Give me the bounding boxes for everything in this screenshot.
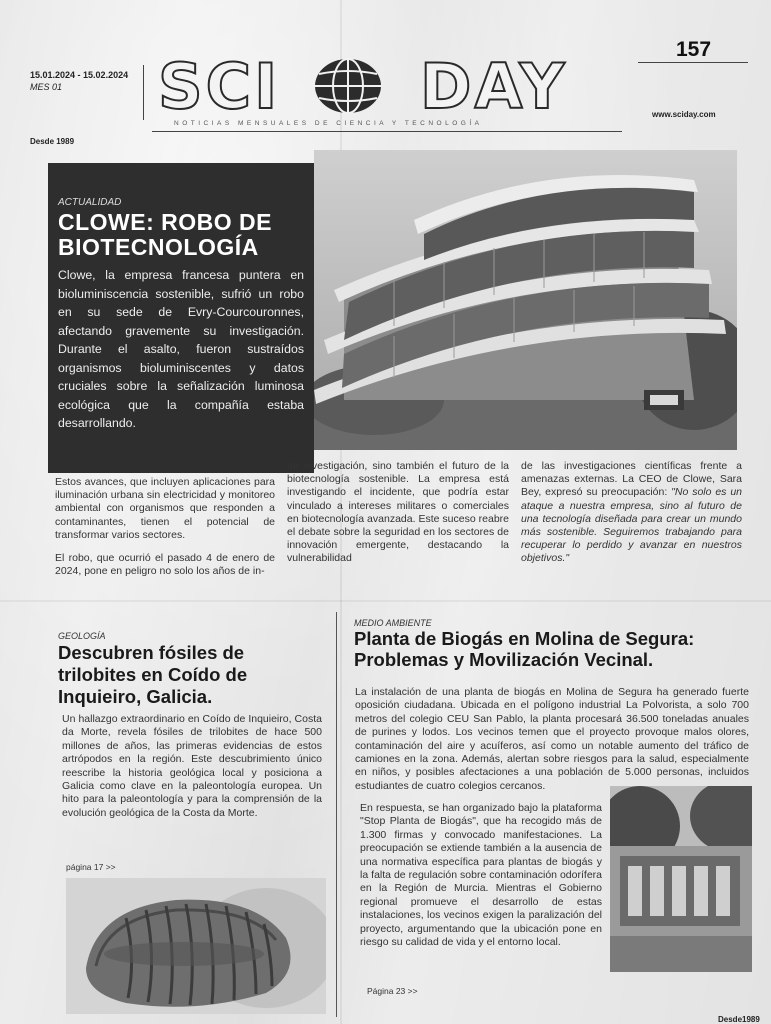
masthead-rule (152, 131, 622, 132)
founded-label: Desde 1989 (30, 137, 75, 146)
building-illustration (314, 150, 737, 450)
biogas-plant-photo (610, 786, 752, 972)
lead-intro: Clowe, la empresa francesa puntera en bioluminiscencia sostenible, sufrió un robo en su sede de Evry-Courcouronnes, afectando gravemente su investigación. Durante el asalto, fueron sustraídos organismos bioluminiscentes y datos cruciales sobre la señalización luminosa ecológica que la compañía estaba desarrollando. (58, 268, 304, 430)
issue-month: MES 01 (30, 82, 63, 92)
website-link[interactable]: www.sciday.com (652, 110, 716, 119)
logo-word-left: SCI (158, 50, 281, 123)
plant-illustration (610, 786, 752, 972)
lead-col2-paragraph: de investigación, sino también el futuro de la biotecnología sostenible. La empresa está investigando el incidente, que podría estar vinculado a intereses militares o comerciales en biotecnología avanzada. Este suceso reabre el debate sobre la seguridad en los sectores de innovación emergente, destacando la vulnerabilidad (287, 460, 509, 565)
lead-column-3 (521, 460, 742, 576)
lead-col1-paragraph-2: El robo, que ocurrió el pasado 4 de enero de 2024, pone en peligro no solo los años de in- (55, 552, 275, 578)
lead-column-2 (287, 460, 509, 576)
biogas-lead: La instalación de una planta de biogás en Molina de Segura ha generado fuerte oposición ciudadana. Ubicada en el polígono industrial La Polvorista, a solo 700 metros del colegio CEU San Pablo, la planta procesará 36.500 toneladas anuales de purines y lodos. Los vecinos temen que el proyecto provoque malos olores, contaminación del aire y acuíferos, así como un notable aumento del tráfico de camiones en la zona. Además, alertan sobre riesgos para la salud, especialmente en niños, y posibles afectaciones a una población de 5.000 personas, incluidos estudiantes de cuatro colegios cercanos. (355, 686, 749, 792)
issue-date-range: 15.01.2024 - 15.02.2024 (30, 70, 129, 80)
lead-kicker: ACTUALIDAD (58, 197, 122, 208)
masthead-tagline: NOTICIAS MENSUALES DE CIENCIA Y TECNOLOGÍA (174, 120, 483, 127)
geology-body: Un hallazgo extraordinario en Coído de Inquieiro, Costa da Morte, revela fósiles de trilobites de hace 500 millones de años, las primeras evidencias de estos artrópodos en la región. Este descubrimiento único reescribe la historia geológica local y posiciona a Galicia como clave en la paleontología europea. Un hito para la paleontología y para la comprensión de la evolución geológica de la Costa da Morte. (62, 713, 322, 819)
ceo-quote: "No solo es un ataque a nuestra empresa, sino al futuro de una tecnología diseñada para crear un mundo más sostenible. Seguiremos trabajando para recuperar lo perdido y avanzar en nuestros objetivos." (521, 486, 742, 565)
issue-number: 157 (676, 38, 712, 61)
lead-col3-text: de las investigaciones científicas frente a amenazas externas. La CEO de Clowe, Sara Bey, expresó su preocupación: (521, 460, 742, 499)
biogas-kicker: MEDIO AMBIENTE (354, 618, 432, 628)
geology-page-link[interactable]: página 17 >> (66, 862, 116, 872)
column-divider (336, 612, 337, 1017)
globe-icon (312, 56, 384, 116)
biogas-page-link[interactable]: Página 23 >> (367, 986, 418, 996)
geology-kicker: GEOLOGÍA (58, 631, 106, 641)
lead-col3-paragraph (521, 460, 742, 566)
masthead-logo (152, 50, 622, 124)
lead-story-box (48, 163, 314, 473)
trilobite-illustration (66, 878, 326, 1014)
geology-headline: Descubren fósiles de trilobites en Coído de Inquieiro, Galicia. (58, 642, 248, 707)
biogas-headline: Planta de Biogás en Molina de Segura: Problemas y Movilización Vecinal. (354, 628, 695, 670)
biogas-body: En respuesta, se han organizado bajo la plataforma "Stop Planta de Biogás", que ha recogido más de 1.300 firmas y convocado manifestaciones. La preocupación se extiende también a la ausencia de una normativa específica para plantas de biogás y la falta de regulación sobre contaminación odorífera en la Región de Murcia. Mientras el Gobierno regional promueve el desarrollo de estas instalaciones, los vecinos exigen la paralización del proyecto, argumentando que la ubicación pone en riesgo su calidad de vida y el entorno local. (360, 802, 602, 949)
masthead-divider (143, 65, 144, 120)
lead-column-1 (55, 476, 275, 588)
issue-rule (638, 62, 748, 63)
lead-headline: CLOWE: ROBO DE BIOTECNOLOGÍA (58, 209, 272, 260)
footer-founded-label: Desde1989 (718, 1015, 760, 1024)
logo-word-right: DAY (420, 50, 568, 123)
paper-fold-horizontal (0, 600, 771, 602)
lead-photo-building (314, 150, 737, 450)
trilobite-photo (66, 878, 326, 1014)
lead-col1-paragraph-1: Estos avances, que incluyen aplicaciones para iluminación urbana sin electricidad y monitoreo ambiental con organismos que responden a contaminantes, tienen el potencial de transformar varios sectores. (55, 476, 275, 541)
